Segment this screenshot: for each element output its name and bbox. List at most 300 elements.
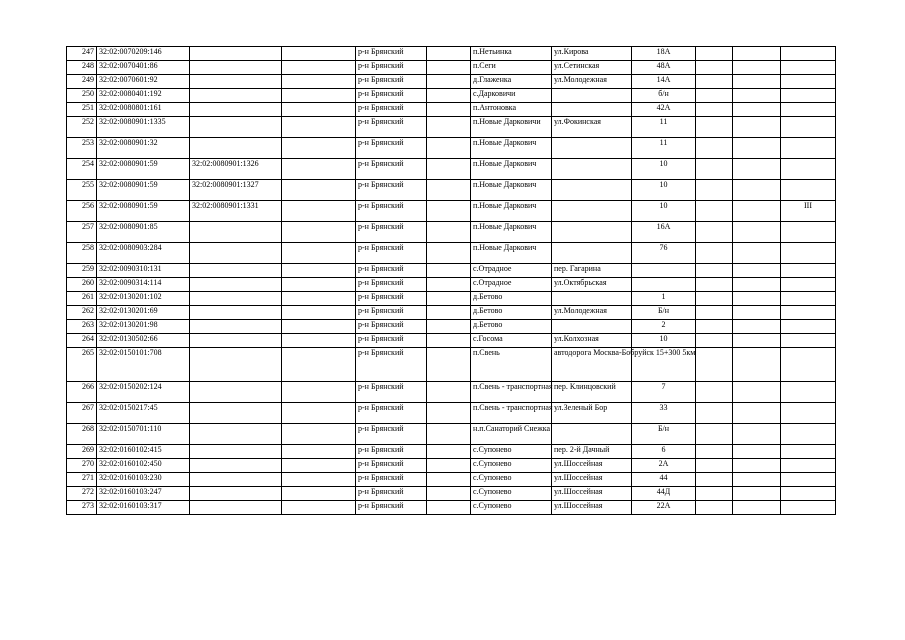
street-cell bbox=[552, 180, 632, 201]
cadastral-number-cell: 32:02:0150217:45 bbox=[97, 403, 190, 424]
empty-cell bbox=[282, 117, 356, 138]
street-cell: ул.Шоссейная bbox=[552, 473, 632, 487]
empty-cell bbox=[696, 278, 733, 292]
locality-cell: п.Сеги bbox=[471, 61, 552, 75]
row-number-cell: 251 bbox=[67, 103, 97, 117]
cadastral-number-cell: 32:02:0080801:161 bbox=[97, 103, 190, 117]
locality-cell: д.Глаженка bbox=[471, 75, 552, 89]
cadastral-number-cell: 32:02:0150101:708 bbox=[97, 348, 190, 382]
district-cell: р-н Брянский bbox=[356, 320, 427, 334]
locality-cell: п.Антоновка bbox=[471, 103, 552, 117]
district-cell: р-н Брянский bbox=[356, 180, 427, 201]
cadastral-number-cell: 32:02:0080901:85 bbox=[97, 222, 190, 243]
empty-cell bbox=[427, 222, 471, 243]
linked-cadastral-number-cell bbox=[190, 473, 282, 487]
row-number-cell: 260 bbox=[67, 278, 97, 292]
table-row bbox=[67, 292, 836, 306]
street-cell: ул.Кирова bbox=[552, 47, 632, 61]
table-row bbox=[67, 334, 836, 348]
district-cell: р-н Брянский bbox=[356, 159, 427, 180]
table-row bbox=[67, 487, 836, 501]
empty-cell bbox=[696, 201, 733, 222]
empty-cell bbox=[427, 47, 471, 61]
empty-cell bbox=[282, 501, 356, 515]
linked-cadastral-number-cell bbox=[190, 487, 282, 501]
table-row bbox=[67, 320, 836, 334]
empty-cell bbox=[733, 473, 781, 487]
district-cell: р-н Брянский bbox=[356, 117, 427, 138]
locality-cell: с.Супонево bbox=[471, 487, 552, 501]
row-number-cell: 250 bbox=[67, 89, 97, 103]
cadastral-number-cell: 32:02:0090310:131 bbox=[97, 264, 190, 278]
table-row bbox=[67, 445, 836, 459]
street-cell: ул.Зеленый Бор bbox=[552, 403, 632, 424]
cadastral-number-cell: 32:02:0130201:69 bbox=[97, 306, 190, 320]
linked-cadastral-number-cell bbox=[190, 138, 282, 159]
empty-cell bbox=[696, 501, 733, 515]
cadastral-number-cell: 32:02:0160102:450 bbox=[97, 459, 190, 473]
locality-cell: с.Дарковичи bbox=[471, 89, 552, 103]
empty-cell bbox=[733, 180, 781, 201]
empty-cell bbox=[696, 89, 733, 103]
street-cell bbox=[552, 201, 632, 222]
linked-cadastral-number-cell bbox=[190, 278, 282, 292]
linked-cadastral-number-cell bbox=[190, 424, 282, 445]
empty-cell bbox=[733, 424, 781, 445]
house-number-cell: 10 bbox=[632, 180, 696, 201]
empty-cell bbox=[733, 382, 781, 403]
district-cell: р-н Брянский bbox=[356, 138, 427, 159]
empty-cell bbox=[427, 180, 471, 201]
empty-cell bbox=[427, 61, 471, 75]
empty-cell bbox=[282, 473, 356, 487]
empty-cell bbox=[696, 445, 733, 459]
note-cell bbox=[781, 403, 836, 424]
house-number-cell: 44Д bbox=[632, 487, 696, 501]
cadastral-number-cell: 32:02:0090314:114 bbox=[97, 278, 190, 292]
empty-cell bbox=[282, 292, 356, 306]
house-number-cell: 44 bbox=[632, 473, 696, 487]
empty-cell bbox=[696, 487, 733, 501]
row-number-cell: 253 bbox=[67, 138, 97, 159]
district-cell: р-н Брянский bbox=[356, 424, 427, 445]
cadastral-number-cell: 32:02:0160103:317 bbox=[97, 501, 190, 515]
cadastral-number-cell: 32:02:0130502:66 bbox=[97, 334, 190, 348]
note-cell bbox=[781, 459, 836, 473]
note-cell bbox=[781, 264, 836, 278]
row-number-cell: 267 bbox=[67, 403, 97, 424]
table-row bbox=[67, 180, 836, 201]
empty-cell bbox=[427, 403, 471, 424]
note-cell bbox=[781, 243, 836, 264]
cadastral-number-cell: 32:02:0160103:230 bbox=[97, 473, 190, 487]
empty-cell bbox=[696, 180, 733, 201]
empty-cell bbox=[282, 334, 356, 348]
note-cell: III bbox=[781, 201, 836, 222]
locality-cell: п.Новые Даркович bbox=[471, 159, 552, 180]
empty-cell bbox=[696, 348, 733, 382]
table-row bbox=[67, 473, 836, 487]
table-row bbox=[67, 89, 836, 103]
district-cell: р-н Брянский bbox=[356, 103, 427, 117]
empty-cell bbox=[427, 103, 471, 117]
empty-cell bbox=[427, 278, 471, 292]
note-cell bbox=[781, 75, 836, 89]
note-cell bbox=[781, 320, 836, 334]
linked-cadastral-number-cell bbox=[190, 75, 282, 89]
empty-cell bbox=[696, 382, 733, 403]
empty-cell bbox=[696, 243, 733, 264]
house-number-cell: 7 bbox=[632, 382, 696, 403]
locality-cell: п.Свень - транспортная bbox=[471, 403, 552, 424]
street-cell: ул.Колхозная bbox=[552, 334, 632, 348]
district-cell: р-н Брянский bbox=[356, 501, 427, 515]
locality-cell: п.Новые Даркович bbox=[471, 243, 552, 264]
locality-cell: с.Госома bbox=[471, 334, 552, 348]
table-row bbox=[67, 61, 836, 75]
empty-cell bbox=[733, 75, 781, 89]
table-row bbox=[67, 138, 836, 159]
house-number-cell: Б/н bbox=[632, 306, 696, 320]
street-cell bbox=[552, 243, 632, 264]
cadastral-number-cell: 32:02:0130201:98 bbox=[97, 320, 190, 334]
cadastral-number-cell: 32:02:0080401:192 bbox=[97, 89, 190, 103]
empty-cell bbox=[282, 278, 356, 292]
house-number-cell: 10 bbox=[632, 201, 696, 222]
house-number-cell: 33 bbox=[632, 403, 696, 424]
locality-cell: н.п.Санаторий Снежка bbox=[471, 424, 552, 445]
locality-cell: д.Бетово bbox=[471, 292, 552, 306]
empty-cell bbox=[282, 459, 356, 473]
row-number-cell: 262 bbox=[67, 306, 97, 320]
empty-cell bbox=[427, 159, 471, 180]
empty-cell bbox=[427, 334, 471, 348]
empty-cell bbox=[282, 103, 356, 117]
empty-cell bbox=[696, 292, 733, 306]
empty-cell bbox=[696, 222, 733, 243]
street-cell: ул.Октябрьская bbox=[552, 278, 632, 292]
table-row bbox=[67, 222, 836, 243]
table-row bbox=[67, 103, 836, 117]
district-cell: р-н Брянский bbox=[356, 487, 427, 501]
empty-cell bbox=[427, 201, 471, 222]
empty-cell bbox=[733, 47, 781, 61]
note-cell bbox=[781, 292, 836, 306]
empty-cell bbox=[427, 501, 471, 515]
note-cell bbox=[781, 382, 836, 403]
row-number-cell: 249 bbox=[67, 75, 97, 89]
table-row bbox=[67, 382, 836, 403]
empty-cell bbox=[282, 243, 356, 264]
district-cell: р-н Брянский bbox=[356, 201, 427, 222]
empty-cell bbox=[696, 459, 733, 473]
empty-cell bbox=[427, 306, 471, 320]
linked-cadastral-number-cell bbox=[190, 382, 282, 403]
empty-cell bbox=[733, 159, 781, 180]
street-cell bbox=[552, 89, 632, 103]
empty-cell bbox=[427, 89, 471, 103]
empty-cell bbox=[696, 473, 733, 487]
empty-cell bbox=[696, 75, 733, 89]
linked-cadastral-number-cell: 32:02:0080901:1326 bbox=[190, 159, 282, 180]
cadastral-number-cell: 32:02:0080903:284 bbox=[97, 243, 190, 264]
empty-cell bbox=[282, 445, 356, 459]
table-row bbox=[67, 264, 836, 278]
empty-cell bbox=[696, 138, 733, 159]
row-number-cell: 272 bbox=[67, 487, 97, 501]
empty-cell bbox=[282, 306, 356, 320]
linked-cadastral-number-cell bbox=[190, 348, 282, 382]
locality-cell: д.Бетово bbox=[471, 320, 552, 334]
locality-cell: с.Отрадное bbox=[471, 264, 552, 278]
table-row bbox=[67, 47, 836, 61]
district-cell: р-н Брянский bbox=[356, 278, 427, 292]
empty-cell bbox=[427, 117, 471, 138]
row-number-cell: 263 bbox=[67, 320, 97, 334]
table-row bbox=[67, 501, 836, 515]
empty-cell bbox=[427, 243, 471, 264]
street-cell: ул.Молодежная bbox=[552, 75, 632, 89]
street-cell bbox=[552, 103, 632, 117]
empty-cell bbox=[733, 222, 781, 243]
cadastral-number-cell: 32:02:0130201:102 bbox=[97, 292, 190, 306]
linked-cadastral-number-cell bbox=[190, 403, 282, 424]
empty-cell bbox=[282, 180, 356, 201]
house-number-cell bbox=[632, 278, 696, 292]
linked-cadastral-number-cell bbox=[190, 334, 282, 348]
linked-cadastral-number-cell bbox=[190, 61, 282, 75]
empty-cell bbox=[282, 403, 356, 424]
row-number-cell: 265 bbox=[67, 348, 97, 382]
empty-cell bbox=[733, 501, 781, 515]
house-number-cell: Б/н bbox=[632, 424, 696, 445]
cadastral-number-cell: 32:02:0080901:59 bbox=[97, 159, 190, 180]
district-cell: р-н Брянский bbox=[356, 403, 427, 424]
linked-cadastral-number-cell bbox=[190, 117, 282, 138]
note-cell bbox=[781, 334, 836, 348]
cadastral-number-cell: 32:02:0080901:59 bbox=[97, 201, 190, 222]
row-number-cell: 256 bbox=[67, 201, 97, 222]
note-cell bbox=[781, 424, 836, 445]
empty-cell bbox=[696, 403, 733, 424]
street-cell: ул.Шоссейная bbox=[552, 501, 632, 515]
street-cell bbox=[552, 320, 632, 334]
note-cell bbox=[781, 487, 836, 501]
empty-cell bbox=[733, 201, 781, 222]
empty-cell bbox=[733, 306, 781, 320]
linked-cadastral-number-cell bbox=[190, 459, 282, 473]
house-number-cell: 2А bbox=[632, 459, 696, 473]
house-number-cell: 11 bbox=[632, 138, 696, 159]
cadastral-number-cell: 32:02:0160102:415 bbox=[97, 445, 190, 459]
district-cell: р-н Брянский bbox=[356, 473, 427, 487]
table-body bbox=[67, 47, 836, 515]
empty-cell bbox=[733, 445, 781, 459]
note-cell bbox=[781, 61, 836, 75]
empty-cell bbox=[282, 348, 356, 382]
empty-cell bbox=[427, 138, 471, 159]
empty-cell bbox=[696, 159, 733, 180]
row-number-cell: 271 bbox=[67, 473, 97, 487]
linked-cadastral-number-cell bbox=[190, 306, 282, 320]
note-cell bbox=[781, 89, 836, 103]
empty-cell bbox=[282, 424, 356, 445]
cadastral-number-cell: 32:02:0070209:146 bbox=[97, 47, 190, 61]
empty-cell bbox=[733, 292, 781, 306]
row-number-cell: 252 bbox=[67, 117, 97, 138]
house-number-cell: 10 bbox=[632, 334, 696, 348]
locality-cell: п.Новые Дарковичи bbox=[471, 117, 552, 138]
linked-cadastral-number-cell: 32:02:0080901:1327 bbox=[190, 180, 282, 201]
cadastral-number-cell: 32:02:0080901:32 bbox=[97, 138, 190, 159]
note-cell bbox=[781, 306, 836, 320]
empty-cell bbox=[427, 348, 471, 382]
note-cell bbox=[781, 138, 836, 159]
district-cell: р-н Брянский bbox=[356, 306, 427, 320]
street-cell: ул.Шоссейная bbox=[552, 459, 632, 473]
table-row bbox=[67, 75, 836, 89]
empty-cell bbox=[696, 424, 733, 445]
empty-cell bbox=[733, 487, 781, 501]
row-number-cell: 268 bbox=[67, 424, 97, 445]
linked-cadastral-number-cell bbox=[190, 222, 282, 243]
house-number-cell: б/н bbox=[632, 89, 696, 103]
linked-cadastral-number-cell: 32:02:0080901:1331 bbox=[190, 201, 282, 222]
empty-cell bbox=[733, 320, 781, 334]
row-number-cell: 259 bbox=[67, 264, 97, 278]
house-number-cell bbox=[632, 264, 696, 278]
empty-cell bbox=[696, 306, 733, 320]
house-number-cell: 16А bbox=[632, 222, 696, 243]
note-cell bbox=[781, 117, 836, 138]
empty-cell bbox=[282, 264, 356, 278]
district-cell: р-н Брянский bbox=[356, 382, 427, 403]
empty-cell bbox=[282, 75, 356, 89]
row-number-cell: 255 bbox=[67, 180, 97, 201]
district-cell: р-н Брянский bbox=[356, 75, 427, 89]
street-cell bbox=[552, 292, 632, 306]
note-cell bbox=[781, 180, 836, 201]
linked-cadastral-number-cell bbox=[190, 501, 282, 515]
document-page bbox=[66, 46, 836, 515]
street-cell bbox=[552, 424, 632, 445]
table-row bbox=[67, 117, 836, 138]
street-cell: автодорога Москва-Бобруйск 15+300 5км bbox=[552, 348, 632, 382]
linked-cadastral-number-cell bbox=[190, 445, 282, 459]
table-row bbox=[67, 306, 836, 320]
locality-cell: п.Свень - транспортная bbox=[471, 382, 552, 403]
table-row bbox=[67, 348, 836, 382]
empty-cell bbox=[696, 117, 733, 138]
cadastral-number-cell: 32:02:0080901:1335 bbox=[97, 117, 190, 138]
street-cell: пер. Клинцовский bbox=[552, 382, 632, 403]
house-number-cell: 14А bbox=[632, 75, 696, 89]
house-number-cell: 11 bbox=[632, 117, 696, 138]
empty-cell bbox=[696, 103, 733, 117]
locality-cell: п.Свень bbox=[471, 348, 552, 382]
empty-cell bbox=[427, 445, 471, 459]
house-number-cell: 18А bbox=[632, 47, 696, 61]
house-number-cell: 1 bbox=[632, 292, 696, 306]
house-number-cell: 22А bbox=[632, 501, 696, 515]
cadastral-number-cell: 32:02:0070401:86 bbox=[97, 61, 190, 75]
empty-cell bbox=[427, 473, 471, 487]
house-number-cell: 10 bbox=[632, 159, 696, 180]
locality-cell: с.Супонево bbox=[471, 445, 552, 459]
empty-cell bbox=[427, 292, 471, 306]
cadastral-number-cell: 32:02:0070601:92 bbox=[97, 75, 190, 89]
row-number-cell: 257 bbox=[67, 222, 97, 243]
linked-cadastral-number-cell bbox=[190, 292, 282, 306]
empty-cell bbox=[427, 459, 471, 473]
empty-cell bbox=[282, 382, 356, 403]
cadastral-number-cell: 32:02:0150202:124 bbox=[97, 382, 190, 403]
empty-cell bbox=[282, 201, 356, 222]
empty-cell bbox=[733, 348, 781, 382]
locality-cell: с.Супонево bbox=[471, 473, 552, 487]
empty-cell bbox=[733, 103, 781, 117]
house-number-cell: 48А bbox=[632, 61, 696, 75]
empty-cell bbox=[282, 222, 356, 243]
street-cell bbox=[552, 222, 632, 243]
linked-cadastral-number-cell bbox=[190, 47, 282, 61]
empty-cell bbox=[282, 89, 356, 103]
table-row bbox=[67, 243, 836, 264]
row-number-cell: 248 bbox=[67, 61, 97, 75]
empty-cell bbox=[733, 278, 781, 292]
row-number-cell: 254 bbox=[67, 159, 97, 180]
locality-cell: с.Супонево bbox=[471, 501, 552, 515]
empty-cell bbox=[427, 382, 471, 403]
row-number-cell: 258 bbox=[67, 243, 97, 264]
row-number-cell: 273 bbox=[67, 501, 97, 515]
locality-cell: п.Новые Даркович bbox=[471, 138, 552, 159]
house-number-cell: 42А bbox=[632, 103, 696, 117]
table-row bbox=[67, 201, 836, 222]
table-row bbox=[67, 403, 836, 424]
linked-cadastral-number-cell bbox=[190, 320, 282, 334]
locality-cell: с.Супонево bbox=[471, 459, 552, 473]
empty-cell bbox=[427, 487, 471, 501]
row-number-cell: 266 bbox=[67, 382, 97, 403]
empty-cell bbox=[427, 75, 471, 89]
street-cell bbox=[552, 159, 632, 180]
cadastral-number-cell: 32:02:0080901:59 bbox=[97, 180, 190, 201]
empty-cell bbox=[427, 264, 471, 278]
locality-cell: п.Новые Даркович bbox=[471, 222, 552, 243]
empty-cell bbox=[696, 334, 733, 348]
empty-cell bbox=[733, 138, 781, 159]
house-number-cell: 2 bbox=[632, 320, 696, 334]
district-cell: р-н Брянский bbox=[356, 61, 427, 75]
row-number-cell: 269 bbox=[67, 445, 97, 459]
note-cell bbox=[781, 278, 836, 292]
note-cell bbox=[781, 473, 836, 487]
empty-cell bbox=[733, 89, 781, 103]
district-cell: р-н Брянский bbox=[356, 264, 427, 278]
note-cell bbox=[781, 501, 836, 515]
note-cell bbox=[781, 445, 836, 459]
row-number-cell: 261 bbox=[67, 292, 97, 306]
row-number-cell: 264 bbox=[67, 334, 97, 348]
linked-cadastral-number-cell bbox=[190, 103, 282, 117]
house-number-cell: 76 bbox=[632, 243, 696, 264]
locality-cell: д.Бетово bbox=[471, 306, 552, 320]
empty-cell bbox=[733, 117, 781, 138]
street-cell: пер. Гагарина bbox=[552, 264, 632, 278]
empty-cell bbox=[733, 334, 781, 348]
empty-cell bbox=[282, 487, 356, 501]
